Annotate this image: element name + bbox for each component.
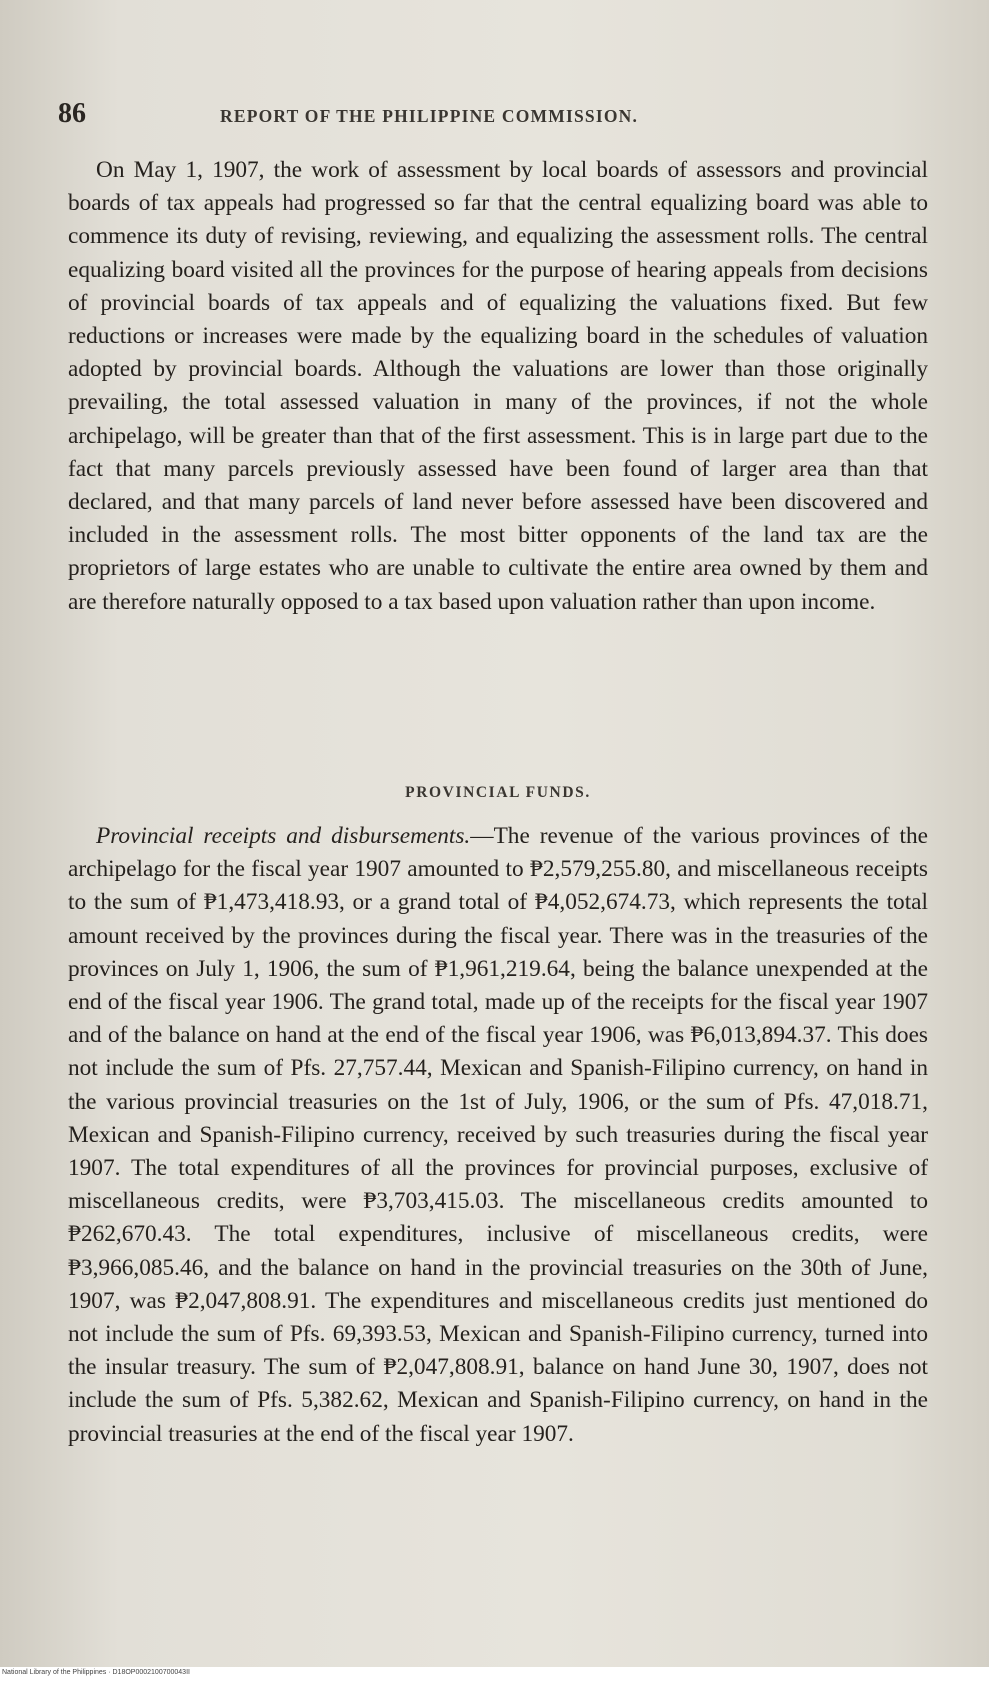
page-number: 86	[58, 98, 86, 129]
running-title: REPORT OF THE PHILIPPINE COMMISSION.	[220, 106, 639, 126]
footer-credit: National Library of the Philippines · D18OP0002100700043II	[2, 1669, 190, 1676]
page-header	[58, 98, 918, 134]
paragraph-provincial-receipts	[68, 820, 928, 1451]
section-heading-provincial-funds: PROVINCIAL FUNDS.	[405, 784, 591, 801]
run-in-heading: Provincial receipts and disbursements.	[96, 823, 471, 849]
paragraph-assessment: On May 1, 1907, the work of assessment by local boards of assessors and provincial boards of tax appeals had progressed so far that the central equalizing board was able to commence its duty of revising, reviewing, and equalizing the assessment rolls. The central equalizing board visited all the provinces for the purpose of hearing appeals from decisions of provincial boards of tax appeals and of equalizing the valuations fixed. But few reductions or increases were made by the equalizing board in the schedules of valuation adopted by provincial boards. Although the valuations are lower than those originally prevailing, the total assessed valuation in many of the provinces, if not the whole archipelago, will be greater than that of the first assessment. This is in large part due to the fact that many parcels previously assessed have been found of larger area than that declared, and that many parcels of land never before assessed have been discovered and included in the assessment rolls. The most bitter opponents of the land tax are the proprietors of large estates who are unable to cultivate the entire area owned by them and are therefore naturally opposed to a tax based upon valuation rather than upon income.	[68, 157, 928, 615]
paragraph-provincial-receipts-body: —The revenue of the various provinces of the archipelago for the fiscal year 1907 amounted to ₱2,579,255.80, and miscellaneous receipts to the sum of ₱1,473,418.93, or a grand total of ₱4,052,674.73, which represents the total amount received by the provinces during the fiscal year. There was in the treasuries of the provinces on July 1, 1906, the sum of ₱1,961,219.64, being the balance unexpended at the end of the fiscal year 1906. The grand total, made up of the receipts for the fiscal year 1907 and of the balance on hand at the end of the fiscal year 1906, was ₱6,013,894.37. This does not include the sum of Pfs. 27,757.44, Mexican and Spanish-Filipino currency, on hand in the various provincial treasuries on the 1st of July, 1906, or the sum of Pfs. 47,018.71, Mexican and Spanish-Filipino currency, received by such treasuries during the fiscal year 1907. The total expenditures of all the provinces for provincial purposes, exclusive of miscellaneous credits, were ₱3,703,415.03. The miscellaneous credits amounted to ₱262,670.43. The total expenditures, inclusive of miscellaneous credits, were ₱3,966,085.46, and the balance on hand in the provincial treasuries on the 30th of June, 1907, was ₱2,047,808.91. The expenditures and miscellaneous credits just mentioned do not include the sum of Pfs. 69,393.53, Mexican and Spanish-Filipino currency, turned into the insular treasury. The sum of ₱2,047,808.91, balance on hand June 30, 1907, does not include the sum of Pfs. 5,382.62, Mexican and Spanish-Filipino currency, on hand in the provincial treasuries at the end of the fiscal year 1907.	[68, 823, 928, 1447]
